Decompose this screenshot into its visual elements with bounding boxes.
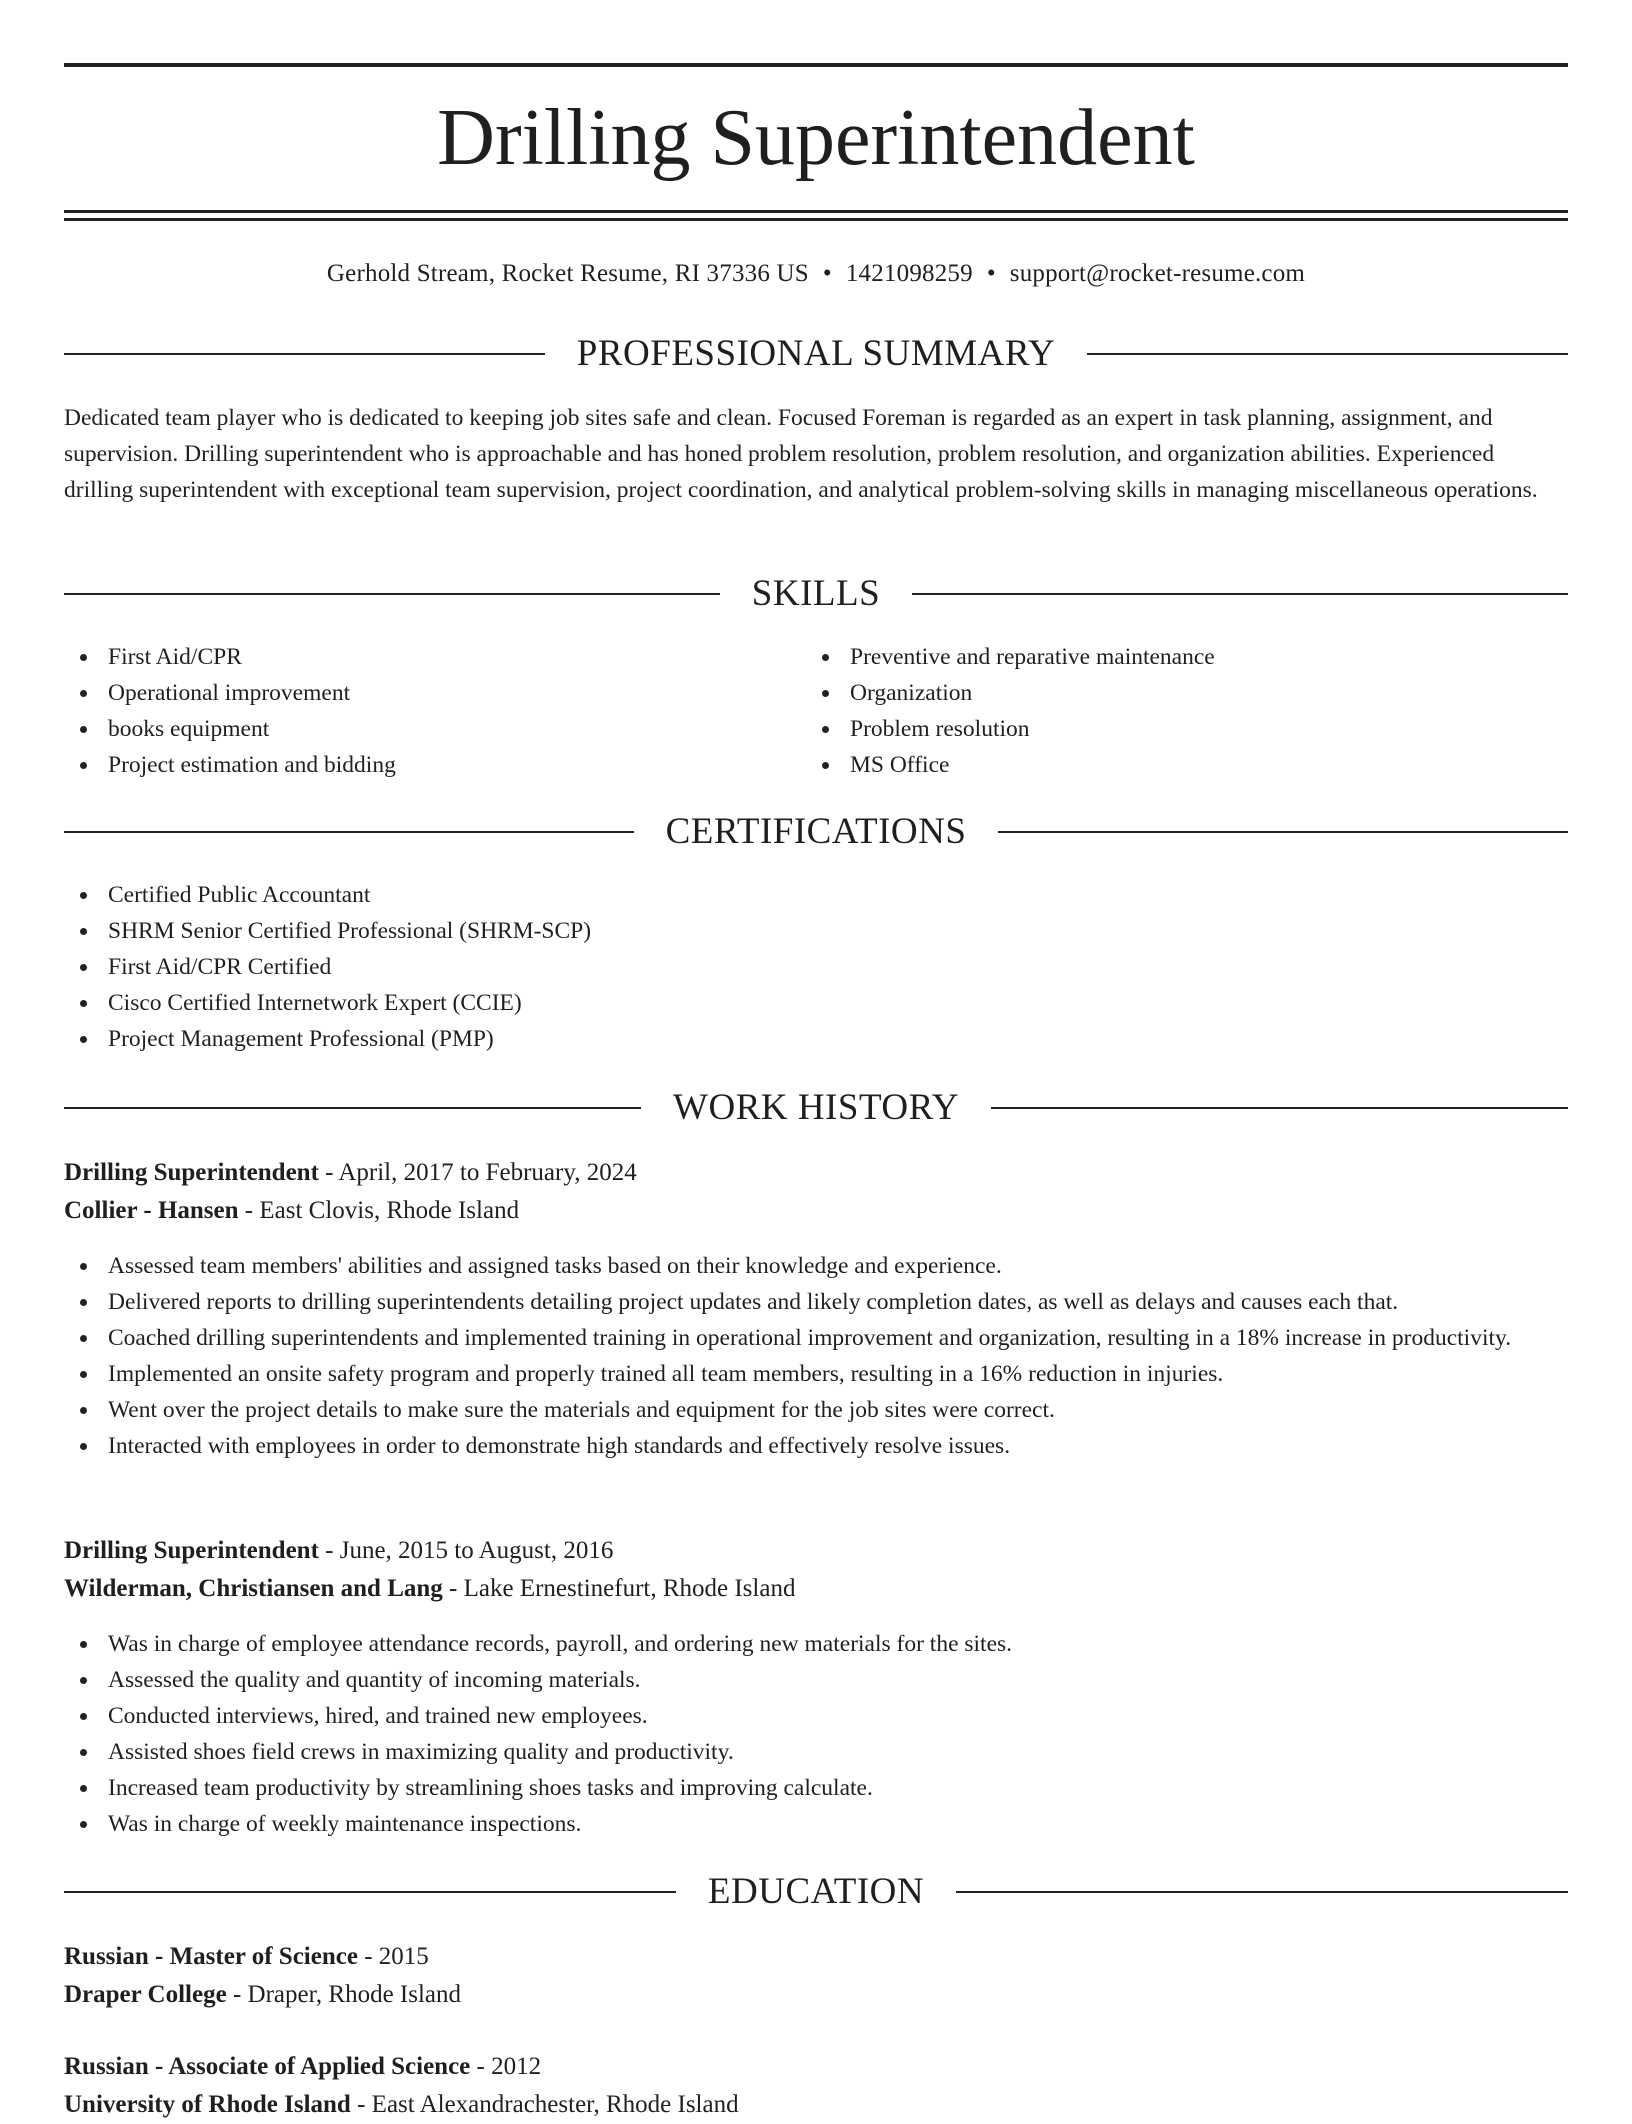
- certification-item: Cisco Certified Internetwork Expert (CCIE): [64, 985, 1568, 1021]
- contact-address: Gerhold Stream, Rocket Resume, RI 37336 US: [326, 260, 809, 287]
- education-entry: [64, 2048, 1568, 2124]
- contact-separator: •: [822, 260, 832, 287]
- job-company: Collier - Hansen: [64, 1197, 239, 1224]
- divider: [64, 1891, 676, 1893]
- education-entry: [64, 1938, 1568, 2014]
- job-bullet: Delivered reports to drilling superintendents detailing project updates and likely completion dates, as well as delays and causes each that.: [64, 1284, 1568, 1320]
- summary-text: Dedicated team player who is dedicated to keeping job sites safe and clean. Focused Foreman is regarded as an expert in task planning, assignment, and supervision. Drilling superintendent who is approachable and has honed problem resolution, problem resolution, and organization abilities. Experienced drilling superintendent with exceptional team supervision, project coordination, and analytical problem-solving skills in managing miscellaneous operations.: [64, 405, 1538, 503]
- resume-page: [64, 0, 1568, 2118]
- education-degree: Russian - Master of Science: [64, 1943, 358, 1970]
- job-bullet: Assessed the quality and quantity of incoming materials.: [64, 1662, 1568, 1698]
- section-title-work: WORK HISTORY: [673, 1087, 959, 1128]
- job-title: Drilling Superintendent: [64, 1159, 319, 1186]
- divider: [912, 593, 1568, 595]
- education-school: Draper College: [64, 1981, 227, 2008]
- job-entry: [64, 1532, 1568, 1608]
- contact-email: support@rocket-resume.com: [1009, 260, 1306, 287]
- skill-item: Problem resolution: [806, 711, 1548, 747]
- skill-item: Organization: [806, 675, 1548, 711]
- job-dates: - June, 2015 to August, 2016: [318, 1537, 614, 1564]
- section-header-summary: [64, 335, 1568, 372]
- contact-separator: •: [986, 260, 996, 287]
- skills-column-right: [806, 639, 1548, 783]
- job-entry: [64, 1154, 1568, 1230]
- education-location: - Draper, Rhode Island: [226, 1981, 462, 2008]
- divider: [956, 1891, 1568, 1893]
- job-bullet: Conducted interviews, hired, and trained new employees.: [64, 1698, 1568, 1734]
- job-bullet: Assessed team members' abilities and assigned tasks based on their knowledge and experience.: [64, 1248, 1568, 1284]
- skill-item: MS Office: [806, 747, 1548, 783]
- education-school: University of Rhode Island: [64, 2091, 351, 2118]
- job-location: - East Clovis, Rhode Island: [238, 1197, 520, 1224]
- job-bullets: [64, 1248, 1568, 1464]
- skill-item: books equipment: [64, 711, 806, 747]
- education-year: - 2012: [470, 2053, 542, 2080]
- divider: [64, 593, 720, 595]
- job-dates: - April, 2017 to February, 2024: [318, 1159, 637, 1186]
- job-bullet: Increased team productivity by streamlining shoes tasks and improving calculate.: [64, 1770, 1568, 1806]
- skill-item: Preventive and reparative maintenance: [806, 639, 1548, 675]
- section-title-education: EDUCATION: [707, 1871, 925, 1912]
- job-company: Wilderman, Christiansen and Lang: [64, 1575, 443, 1602]
- skills-column-left: [64, 639, 806, 783]
- education-degree-line: [64, 2048, 1568, 2086]
- job-company-line: [64, 1570, 1568, 1608]
- certification-item: Project Management Professional (PMP): [64, 1021, 1568, 1057]
- education-year: - 2015: [357, 1943, 429, 1970]
- skill-item: First Aid/CPR: [64, 639, 806, 675]
- section-header-skills: [64, 575, 1568, 612]
- certifications-list: [64, 877, 1568, 1057]
- divider: [64, 831, 634, 833]
- education-location: - East Alexandrachester, Rhode Island: [350, 2091, 739, 2118]
- job-company-line: [64, 1192, 1568, 1230]
- resume-title: Drilling Superintendent: [437, 94, 1195, 182]
- section-title-certifications: CERTIFICATIONS: [665, 811, 967, 852]
- divider: [64, 353, 545, 355]
- skill-item: Project estimation and bidding: [64, 747, 806, 783]
- job-title-line: [64, 1532, 1568, 1570]
- job-bullet: Implemented an onsite safety program and properly trained all team members, resulting in a 16% reduction in injuries.: [64, 1356, 1568, 1392]
- job-location: - Lake Ernestinefurt, Rhode Island: [442, 1575, 796, 1602]
- skill-item: Operational improvement: [64, 675, 806, 711]
- job-bullet: Assisted shoes field crews in maximizing quality and productivity.: [64, 1734, 1568, 1770]
- education-school-line: [64, 2086, 1568, 2124]
- contact-phone: 1421098259: [845, 260, 973, 287]
- section-title-summary: PROFESSIONAL SUMMARY: [576, 333, 1056, 374]
- divider: [1087, 353, 1568, 355]
- education-school-line: [64, 1976, 1568, 2014]
- double-rule: [64, 210, 1568, 221]
- education-degree: Russian - Associate of Applied Science: [64, 2053, 471, 2080]
- divider: [991, 1107, 1568, 1109]
- section-header-certifications: [64, 813, 1568, 850]
- job-bullet: Was in charge of weekly maintenance inspections.: [64, 1806, 1568, 1842]
- job-bullet: Coached drilling superintendents and implemented training in operational improvement and organization, resulting in a 18% increase in productivity.: [64, 1320, 1568, 1356]
- job-bullet: Went over the project details to make sure the materials and equipment for the job sites were correct.: [64, 1392, 1568, 1428]
- certification-item: SHRM Senior Certified Professional (SHRM-SCP): [64, 913, 1568, 949]
- job-title: Drilling Superintendent: [64, 1537, 319, 1564]
- section-title-skills: SKILLS: [751, 573, 881, 614]
- divider: [64, 1107, 641, 1109]
- certification-item: Certified Public Accountant: [64, 877, 1568, 913]
- section-header-work: [64, 1089, 1568, 1126]
- section-header-education: [64, 1873, 1568, 1910]
- job-title-line: [64, 1154, 1568, 1192]
- job-bullet: Was in charge of employee attendance records, payroll, and ordering new materials for the sites.: [64, 1626, 1568, 1662]
- education-degree-line: [64, 1938, 1568, 1976]
- job-bullet: Interacted with employees in order to demonstrate high standards and effectively resolve issues.: [64, 1428, 1568, 1464]
- job-bullets: [64, 1626, 1568, 1842]
- skills-list: [64, 639, 1568, 783]
- contact-line: [64, 259, 1568, 289]
- divider: [998, 831, 1568, 833]
- certification-item: First Aid/CPR Certified: [64, 949, 1568, 985]
